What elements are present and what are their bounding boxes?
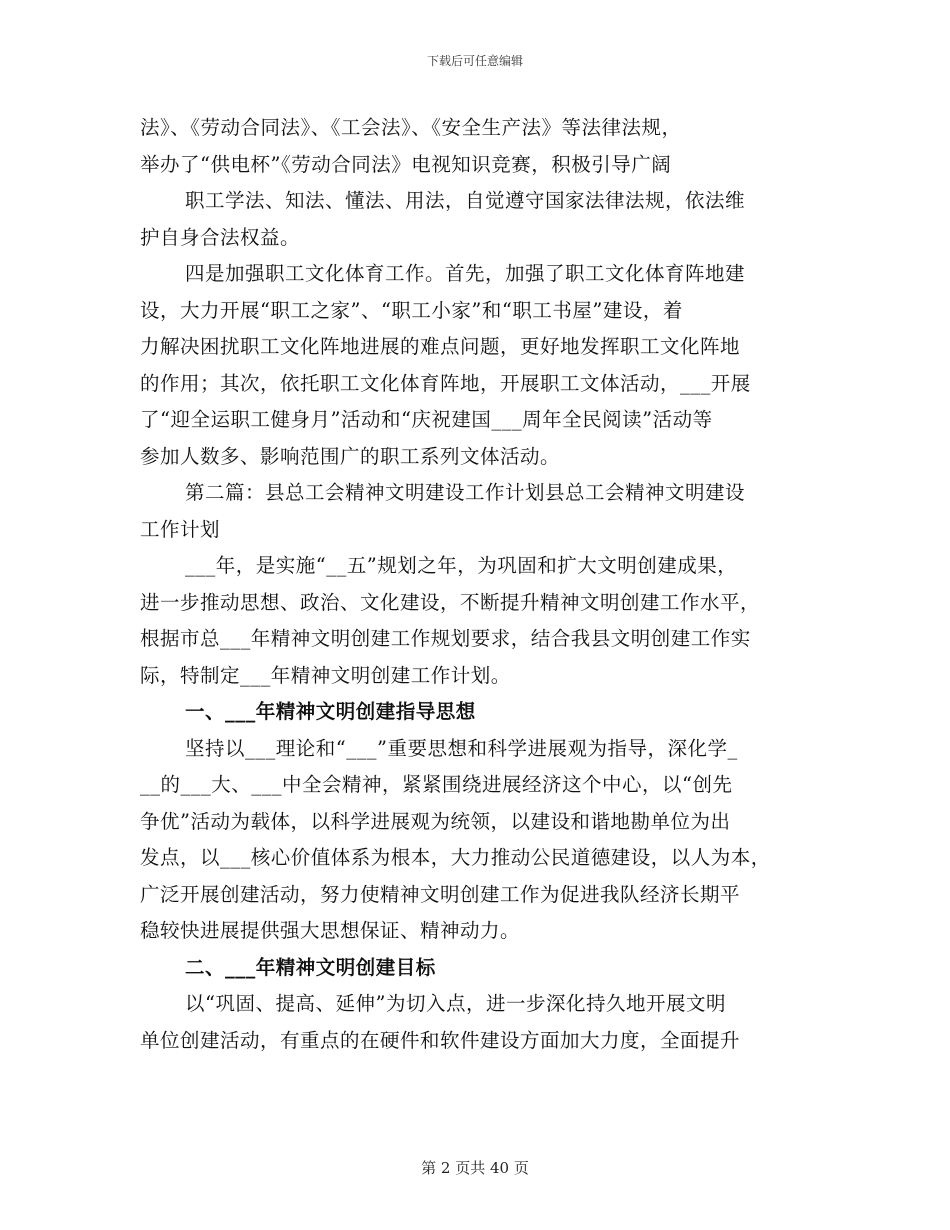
text-line: 职工学法、知法、懂法、用法，自觉遵守国家法律法规，依法维 <box>185 189 746 212</box>
text-line: 稳较快进展提供强大思想保证、精神动力。 <box>140 919 521 942</box>
text-line: 进一步推动思想、政治、文化建设，不断提升精神文明创建工作水平， <box>140 590 761 614</box>
text-line: 坚持以___理论和“___”重要思想和科学进展观为指导，深化学_ <box>185 736 738 760</box>
text-line: 以“巩固、提高、延伸”为切入点，进一步深化持久地开展文明 <box>185 992 726 1015</box>
text-line: 举办了“供电杯”《劳动合同法》电视知识竞赛，积极引导广阔 <box>140 152 672 176</box>
page-footer: 第 2 页共 40 页 <box>421 1159 529 1177</box>
text-line: __的___大、___中全会精神，紧紧围绕进展经济这个中心，以“创先 <box>140 773 733 796</box>
text-line: 工作计划 <box>140 517 221 541</box>
section-heading: 一、___年精神文明创建指导思想 <box>185 700 476 723</box>
text-line: 力解决困扰职工文化阵地进展的难点问题，更好地发挥职工文化阵地 <box>140 335 741 358</box>
text-line: 广泛开展创建活动，努力使精神文明创建工作为促进我队经济长期平 <box>140 882 741 906</box>
text-line: 护自身合法权益。 <box>140 225 301 249</box>
text-line: 争优”活动为载体，以科学进展观为统领，以建设和谐地勘单位为出 <box>140 809 731 833</box>
text-line: 四是加强职工文化体育工作。首先，加强了职工文化体育阵地建 <box>185 262 746 285</box>
page-header: 下载后可任意编辑 <box>426 54 523 68</box>
document-body <box>140 110 830 1059</box>
text-line: 际，特制定___年精神文明创建工作计划。 <box>140 663 511 687</box>
text-line: 第二篇：县总工会精神文明建设工作计划县总工会精神文明建设 <box>185 481 746 504</box>
text-line: 的作用；其次，依托职工文化体育阵地，开展职工文体活动，___开展 <box>140 371 751 395</box>
text-line: ___年，是实施“__五”规划之年，为巩固和扩大文明创建成果， <box>185 554 738 577</box>
text-line: 了“迎全运职工健身月”活动和“庆祝建国___周年全民阅读”活动等 <box>140 408 713 431</box>
text-line: 单位创建活动，有重点的在硬件和软件建设方面加大力度，全面提升 <box>140 1028 741 1052</box>
text-line: 法》、《劳动合同法》、《工会法》、《安全生产法》等法律法规， <box>140 116 682 139</box>
text-line: 设，大力开展“职工之家”、“职工小家”和“职工书屋”建设，着 <box>140 298 683 322</box>
text-line: 参加人数多、影响范围广的职工系列文体活动。 <box>140 444 561 468</box>
text-line: 根据市总___年精神文明创建工作规划要求，结合我县文明创建工作实 <box>140 627 751 650</box>
text-line: 发点，以___核心价值体系为根本，大力推动公民道德建设，以人为本， <box>140 846 771 869</box>
section-heading: 二、___年精神文明创建目标 <box>185 955 436 979</box>
